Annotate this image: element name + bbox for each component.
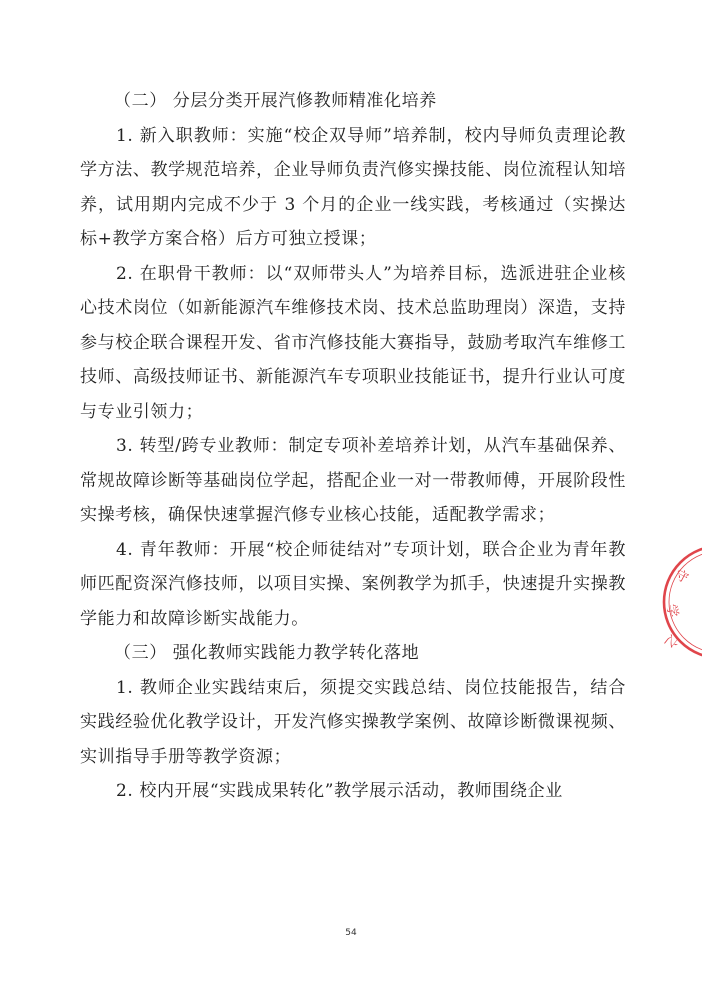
- paragraph: 1. 教师企业实践结束后，须提交实践总结、岗位技能报告，结合实践经验优化教学设计，开发汽修实操教学案例、故障诊断微课视频、实训指导手册等教学资源；: [80, 677, 626, 767]
- seal-glyph: 学: [663, 603, 681, 619]
- page-number: 54: [345, 928, 357, 938]
- section-heading-3: （三） 强化教师实践能力教学转化落地: [114, 643, 420, 663]
- paragraph: 1. 新入职教师：实施“校企双导师”培养制，校内导师负责理论教学方法、教学规范培养，企业导师负责汽修实操技能、岗位流程认知培养，试用期内完成不少于 3 个月的企业一线实践，考核通过（实操达标+教学方案合格）后方可独立授课；: [80, 125, 626, 249]
- document-body: [80, 84, 626, 809]
- paragraph: 4. 青年教师：开展“校企师徒结对”专项计划，联合企业为青年教师匹配资深汽修技师，以项目实操、案例教学为抓手，快速提升实操教学能力和故障诊断实战能力。: [80, 539, 626, 629]
- seal-glyph: 守: [672, 567, 691, 587]
- paragraph: 2. 在职骨干教师：以“双师带头人”为培养目标，选派进驻企业核心技术岗位（如新能源汽车维修技术岗、技术总监助理岗）深造，支持参与校企联合课程开发、省市汽修技能大赛指导，鼓励考取汽车维修工技师、高级技师证书、新能源汽车专项职业技能证书，提升行业认可度与专业引领力；: [80, 263, 626, 422]
- section-heading-2: （二） 分层分类开展汽修教师精准化培养: [114, 91, 437, 111]
- paragraph: 2. 校内开展“实践成果转化”教学展示活动，教师围绕企业: [116, 781, 563, 801]
- red-seal-stamp: [652, 536, 702, 666]
- seal-glyph: 之: [660, 631, 681, 652]
- seal-graphic: [652, 536, 702, 666]
- paragraph: 3. 转型/跨专业教师：制定专项补差培养计划，从汽车基础保养、常规故障诊断等基础岗位学起，搭配企业一对一带教师傅，开展阶段性实操考核，确保快速掌握汽修专业核心技能，适配教学需求；: [80, 436, 626, 525]
